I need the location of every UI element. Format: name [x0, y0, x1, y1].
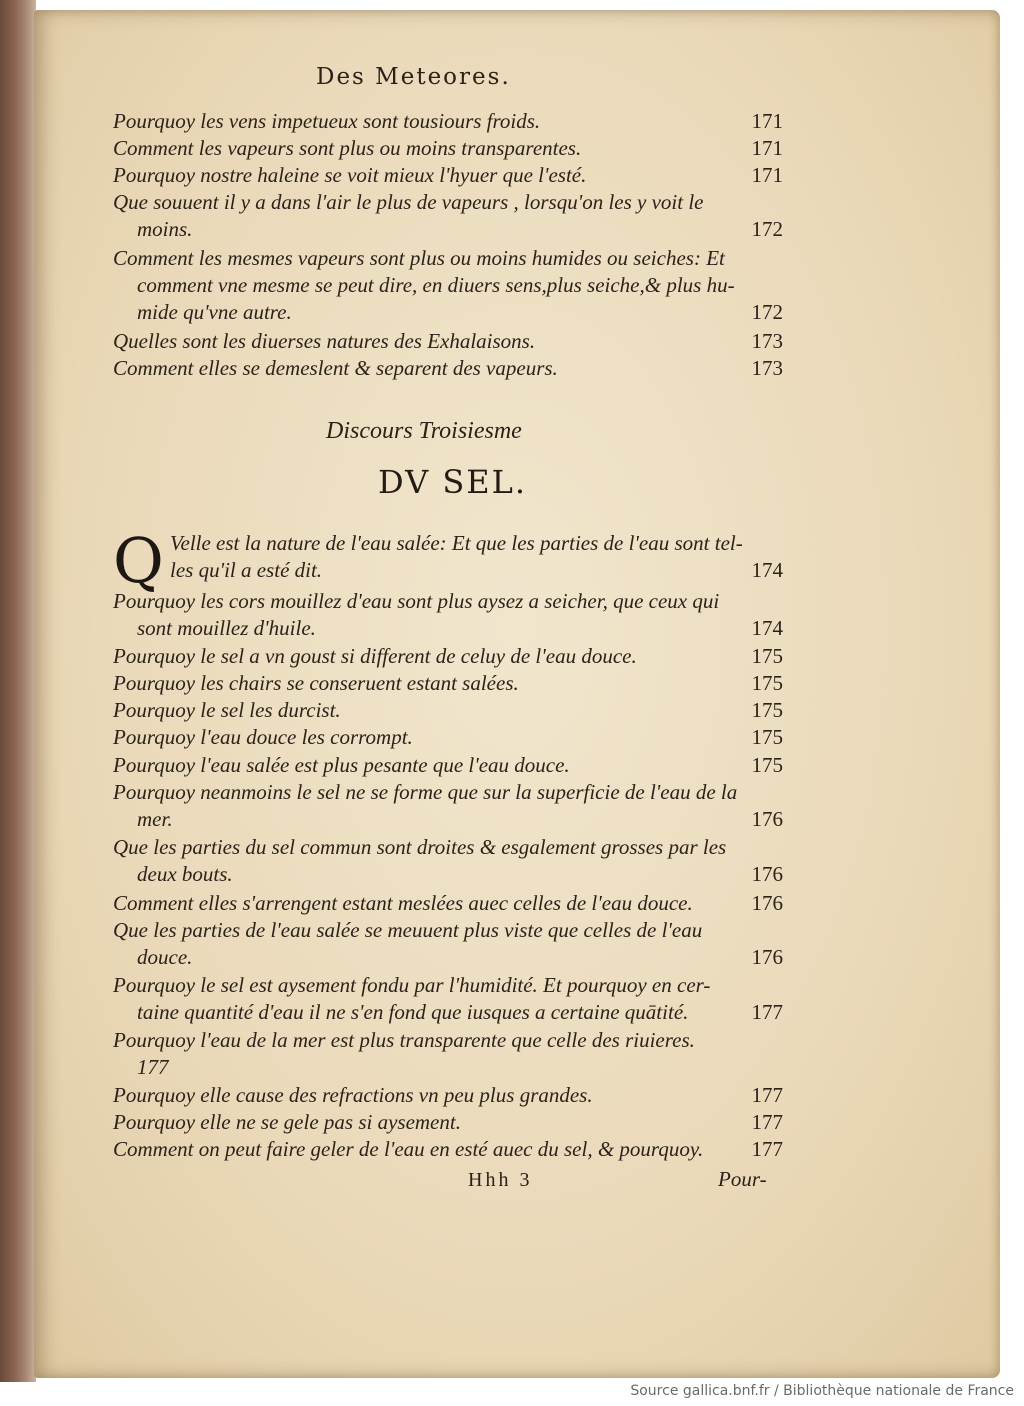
toc-entry-page: 175 — [751, 671, 783, 695]
toc-entry-text: Que les parties du sel commun sont droites & esgalement grosses par les — [113, 835, 727, 859]
toc-entry-text: Pourquoy le sel les durcist. — [113, 698, 341, 722]
toc-entry-page: 175 — [751, 725, 783, 749]
toc-entry — [113, 752, 783, 779]
toc-entry-page: 175 — [751, 644, 783, 668]
toc-entry-page: 171 — [751, 109, 783, 133]
toc-entry — [113, 917, 783, 971]
toc-entry-page: 173 — [751, 329, 783, 353]
toc-entry-text: Que les parties de l'eau salée se meuuent plus viste que celles de l'eau — [113, 918, 703, 942]
toc-entry-text: Comment on peut faire geler de l'eau en esté auec du sel, & pourquoy. — [113, 1137, 704, 1161]
section-title: DV SEL. — [378, 463, 528, 501]
toc-entry-text: Pourquoy le sel est aysement fondu par l'humidité. Et pourquoy en cer- — [113, 973, 711, 997]
toc-entry — [113, 1136, 783, 1163]
toc-entry-continuation: les qu'il a esté dit. — [170, 558, 323, 582]
toc-entry-page: 176 — [751, 945, 783, 969]
toc-entry-page: 176 — [751, 891, 783, 915]
catchword: Pour- — [718, 1167, 767, 1191]
toc-entry — [113, 245, 783, 326]
toc-entry — [113, 1109, 783, 1136]
toc-entry — [113, 670, 783, 697]
toc-entry-continuation: mer. — [137, 807, 173, 831]
toc-entry-page: 177 — [751, 1083, 783, 1107]
toc-entry-text: Pourquoy l'eau salée est plus pesante que l'eau douce. — [113, 753, 570, 777]
toc-entry — [113, 355, 783, 382]
toc-entry-page: 177 — [751, 1000, 783, 1024]
toc-entry-text: Velle est la nature de l'eau salée: Et que les parties de l'eau sont tel- — [170, 531, 743, 555]
toc-entry-text: Comment elles se demeslent & separent des vapeurs. — [113, 356, 558, 380]
toc-entry-continuation: comment vne mesme se peut dire, en diuers sens,plus seiche,& plus hu- — [137, 273, 735, 297]
toc-entry — [113, 643, 783, 670]
toc-entry-text: Comment les vapeurs sont plus ou moins transparentes. — [113, 136, 582, 160]
toc-entry-continuation: mide qu'vne autre. — [137, 300, 292, 324]
toc-entry-continuation: douce. — [137, 945, 193, 969]
toc-entry — [113, 697, 783, 724]
toc-entry — [113, 588, 783, 642]
toc-entry-page: 172 — [751, 217, 783, 241]
toc-entry-continuation: deux bouts. — [137, 862, 233, 886]
toc-entry-page: 175 — [751, 753, 783, 777]
signature-mark: Hhh 3 — [468, 1169, 533, 1191]
book-binding-edge — [0, 0, 36, 1382]
toc-entry — [113, 972, 783, 1026]
toc-entry — [170, 530, 783, 584]
toc-entry-page: 176 — [751, 862, 783, 886]
toc-entry-page: 171 — [751, 163, 783, 187]
toc-entry-page: 171 — [751, 136, 783, 160]
toc-entry-page: 174 — [751, 616, 783, 640]
toc-entry-text: Pourquoy les cors mouillez d'eau sont plus aysez a seicher, que ceux qui — [113, 589, 720, 613]
running-head: Des Meteores. — [316, 64, 511, 90]
source-credit: Source gallica.bnf.fr / Bibliothèque nationale de France — [630, 1383, 1014, 1399]
toc-entry — [113, 779, 783, 833]
toc-entry-text: Comment les mesmes vapeurs sont plus ou moins humides ou seiches: Et — [113, 246, 725, 270]
toc-entry — [113, 1082, 783, 1109]
toc-entry-page: 173 — [751, 356, 783, 380]
toc-entry — [113, 890, 783, 917]
toc-entry-text: Pourquoy elle cause des refractions vn peu plus grandes. — [113, 1083, 593, 1107]
section-label: Discours Troisiesme — [326, 418, 522, 444]
toc-entry-text: Pourquoy l'eau de la mer est plus transparente que celle des riuieres. — [113, 1028, 695, 1052]
toc-entry — [113, 108, 783, 135]
toc-entry-text: Pourquoy neanmoins le sel ne se forme que sur la superficie de l'eau de la — [113, 780, 738, 804]
toc-entry — [113, 189, 783, 243]
toc-entry-page: 176 — [751, 807, 783, 831]
toc-entry-page: 177 — [751, 1110, 783, 1134]
toc-entry-text: Pourquoy l'eau douce les corrompt. — [113, 725, 413, 749]
toc-entry-page: 177 — [751, 1137, 783, 1161]
toc-entry-continuation: taine quantité d'eau il ne s'en fond que iusques a certaine quātité. — [137, 1000, 689, 1024]
drop-cap: Q — [113, 524, 164, 597]
toc-entry — [113, 162, 783, 189]
toc-entry-text: Pourquoy elle ne se gele pas si aysement. — [113, 1110, 461, 1134]
toc-entry — [113, 135, 783, 162]
toc-entry-text: Pourquoy le sel a vn goust si different de celuy de l'eau douce. — [113, 644, 637, 668]
toc-entry — [113, 834, 783, 888]
toc-entry-text: Pourquoy nostre haleine se voit mieux l'hyuer que l'esté. — [113, 163, 587, 187]
toc-entry-text: Comment elles s'arrengent estant meslées auec celles de l'eau douce. — [113, 891, 693, 915]
toc-entry-text: Pourquoy les vens impetueux sont tousiours froids. — [113, 109, 541, 133]
toc-entry-text: Que souuent il y a dans l'air le plus de vapeurs , lorsqu'on les y voit le — [113, 190, 704, 214]
toc-entry — [113, 1027, 783, 1081]
toc-entry-page: 175 — [751, 698, 783, 722]
toc-entry — [113, 328, 783, 355]
toc-entry-text: Quelles sont les diuerses natures des Exhalaisons. — [113, 329, 536, 353]
toc-entry-page: 172 — [751, 300, 783, 324]
toc-entry-text: Pourquoy les chairs se conseruent estant salées. — [113, 671, 519, 695]
toc-entry-page: 174 — [751, 558, 783, 582]
toc-entry-continuation: sont mouillez d'huile. — [137, 616, 316, 640]
toc-entry-continuation: moins. — [137, 217, 193, 241]
toc-entry — [113, 724, 783, 751]
toc-entry-continuation: 177 — [137, 1055, 169, 1079]
